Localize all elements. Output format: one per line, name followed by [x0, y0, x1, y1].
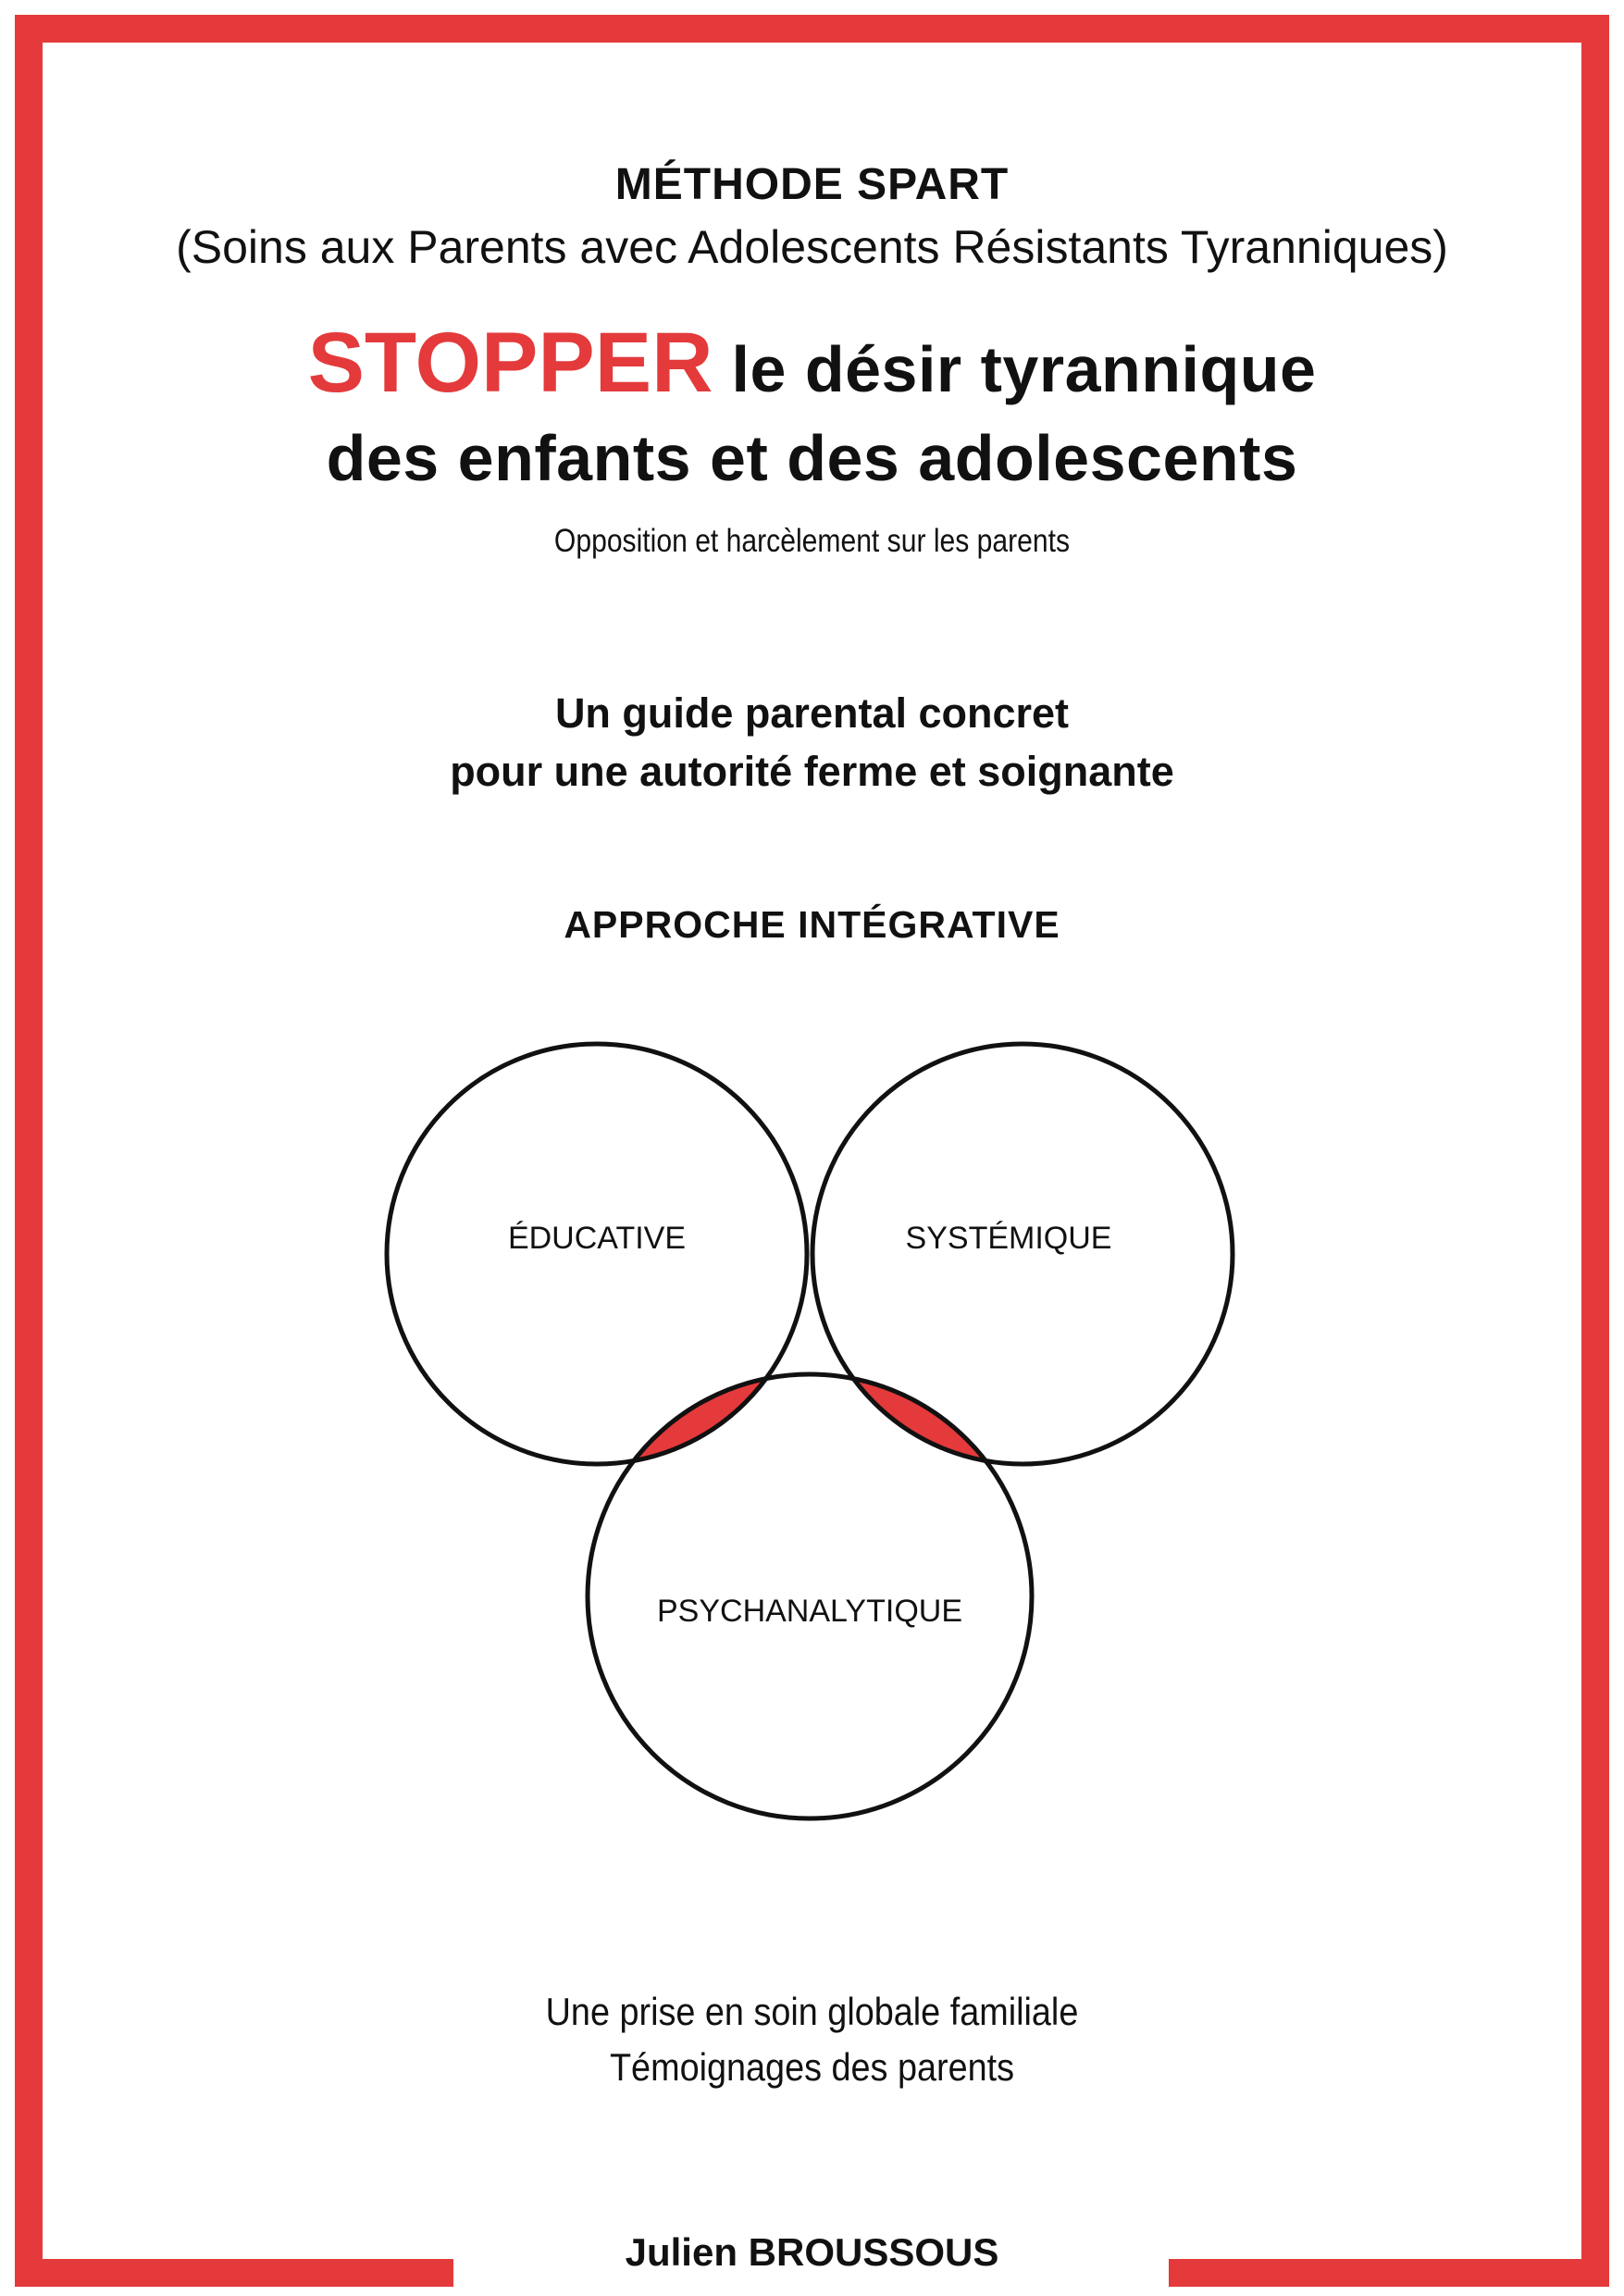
book-title-rest: le désir tyrannique — [713, 333, 1317, 405]
venn-label-bottom: PSYCHANALYTIQUE — [656, 1594, 963, 1629]
series-label: MÉTHODE SPART — [614, 160, 1010, 209]
venn-label-right: SYSTÉMIQUE — [905, 1221, 1112, 1256]
author-name: Julien BROUSSOUS — [625, 2230, 999, 2274]
guide-tagline-line-1: Un guide parental concret — [554, 689, 1070, 737]
subtitle: Opposition et harcèlement sur les parents — [553, 523, 1071, 559]
venn-label-left: ÉDUCATIVE — [507, 1221, 687, 1256]
care-line-1: Une prise en soin globale familiale — [545, 1990, 1079, 2033]
book-title-line-2: des enfants et des adolescents — [326, 422, 1298, 494]
care-line-2: Témoignages des parents — [609, 2045, 1015, 2089]
series-expansion: (Soins aux Parents avec Adolescents Résistants Tyranniques) — [176, 221, 1448, 273]
approach-heading: APPROCHE INTÉGRATIVE — [564, 903, 1060, 946]
guide-tagline-line-2: pour une autorité ferme et soignante — [450, 748, 1174, 795]
book-title-accent: STOPPER — [307, 316, 713, 410]
